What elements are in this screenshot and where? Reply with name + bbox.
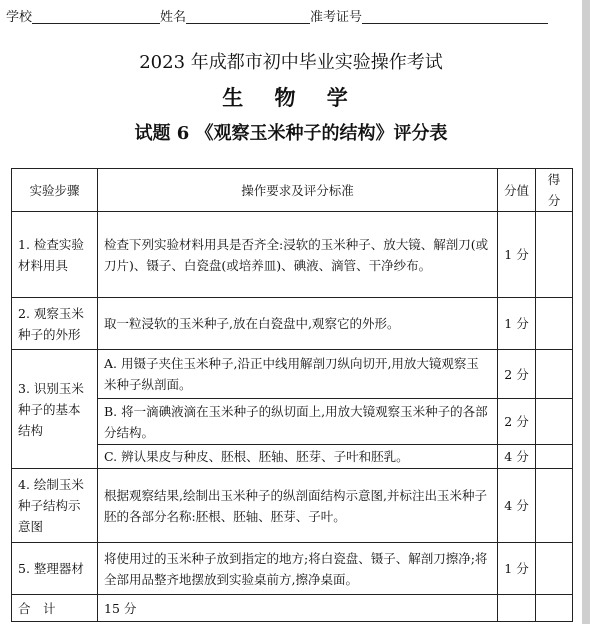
header-score: 得分 [536,169,573,212]
exam-title: 2023 年成都市初中毕业实验操作考试 [139,52,443,73]
score-cell[interactable] [536,445,573,469]
score-cell[interactable] [536,543,573,595]
requirement-cell: B. 将一滴碘液滴在玉米种子的纵切面上,用放大镜观察玉米种子的各部分结构。 [98,399,498,445]
requirement-cell: A. 用镊子夹住玉米种子,沿正中线用解剖刀纵向切开,用放大镜观察玉米种子纵剖面。 [98,350,498,399]
exam-id-label: 准考证号 [310,10,363,25]
page-edge [582,0,590,624]
test-title: 试题 6 《观察玉米种子的结构》评分表 [134,123,448,144]
total-score-cell[interactable] [536,595,573,622]
table-row [12,543,573,595]
table-header-row [12,169,573,212]
points-cell: 1 分 [498,212,536,298]
name-label: 姓名 [160,10,187,25]
score-cell[interactable] [536,298,573,350]
points-cell: 1 分 [498,298,536,350]
exam-id-blank[interactable] [362,9,548,24]
total-label: 合 计 [12,595,98,622]
school-label: 学校 [6,10,33,25]
requirement-cell: 取一粒浸软的玉米种子,放在白瓷盘中,观察它的外形。 [98,298,498,350]
scoring-table [11,168,573,622]
score-cell[interactable] [536,469,573,543]
total-value: 15 分 [98,595,498,622]
subject-title: 生 物 学 [222,85,360,110]
step-cell: 5. 整理器材 [12,543,98,595]
total-row [12,595,573,622]
requirement-cell: 根据观察结果,绘制出玉米种子的纵剖面结构示意图,并标注出玉米种子胚的各部分名称:胚根、胚轴、胚芽、子叶。 [98,469,498,543]
table-row [12,469,573,543]
points-cell: 2 分 [498,350,536,399]
step-cell: 2. 观察玉米种子的外形 [12,298,98,350]
table-row [12,212,573,298]
school-blank[interactable] [32,9,160,24]
step-cell: 1. 检查实验材料用具 [12,212,98,298]
score-cell[interactable] [536,399,573,445]
exam-header [6,6,548,25]
requirement-cell: C. 辨认果皮与种皮、胚根、胚轴、胚芽、子叶和胚乳。 [98,445,498,469]
score-cell[interactable] [536,350,573,399]
points-cell: 1 分 [498,543,536,595]
header-points: 分值 [498,169,536,212]
step-cell: 3. 识别玉米种子的基本结构 [12,350,98,469]
table-row [12,350,573,399]
table-row [12,298,573,350]
points-cell: 4 分 [498,445,536,469]
header-step: 实验步骤 [12,169,98,212]
requirement-cell: 检查下列实验材料用具是否齐全:浸软的玉米种子、放大镜、解剖刀(或刀片)、镊子、白瓷盘(或培养皿)、碘液、滴管、干净纱布。 [98,212,498,298]
header-requirement: 操作要求及评分标准 [98,169,498,212]
points-cell: 4 分 [498,469,536,543]
score-cell[interactable] [536,212,573,298]
total-points-cell [498,595,536,622]
points-cell: 2 分 [498,399,536,445]
step-cell: 4. 绘制玉米种子结构示意图 [12,469,98,543]
name-blank[interactable] [186,9,310,24]
requirement-cell: 将使用过的玉米种子放到指定的地方;将白瓷盘、镊子、解剖刀擦净;将全部用品整齐地摆放到实验桌前方,擦净桌面。 [98,543,498,595]
